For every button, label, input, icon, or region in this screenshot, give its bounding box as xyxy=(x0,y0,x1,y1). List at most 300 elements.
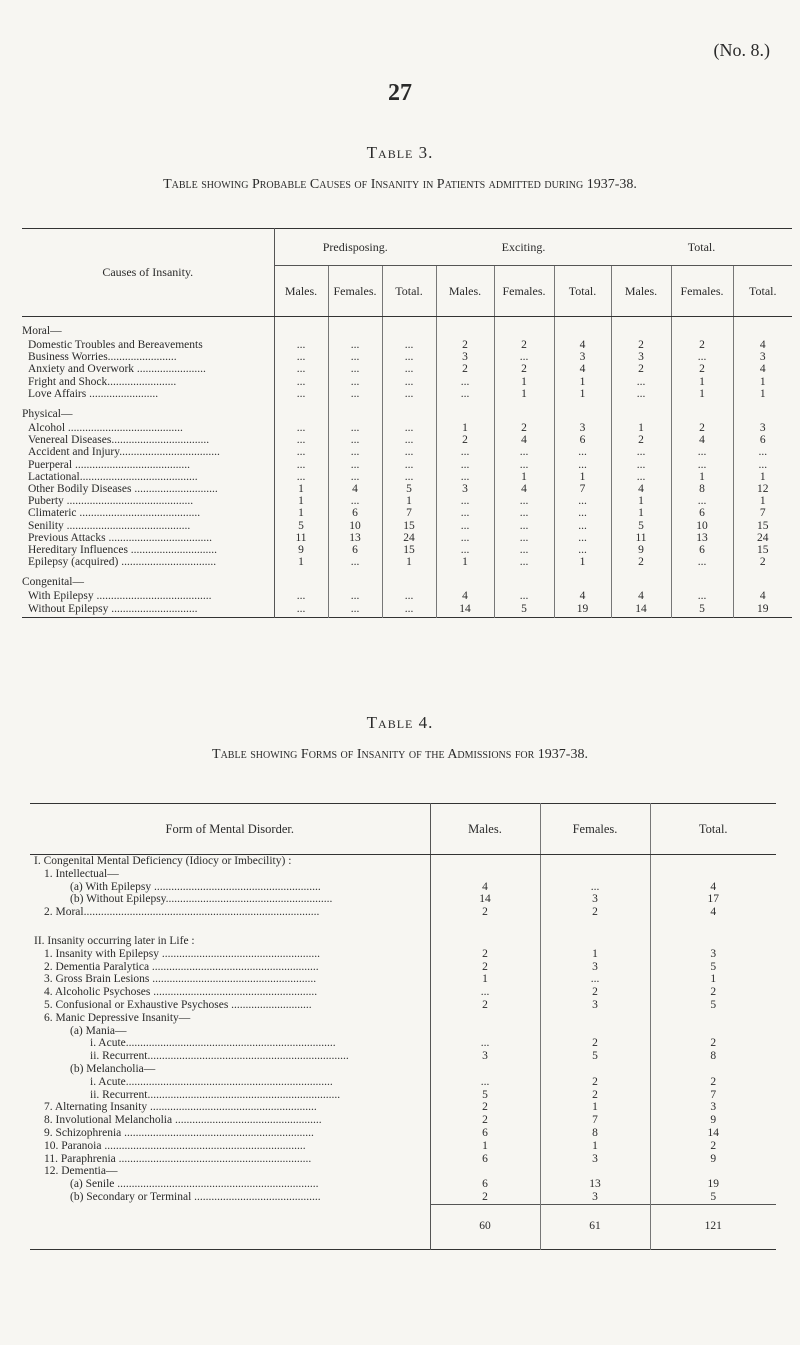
table4-row xyxy=(30,906,776,919)
table3-cell: ... xyxy=(382,339,436,351)
table3-cell: ... xyxy=(494,556,554,568)
table3-cell: 19 xyxy=(733,603,792,618)
table3-row xyxy=(22,422,792,434)
table3-cell: 1 xyxy=(554,388,611,400)
table4-row xyxy=(30,935,776,948)
table4-cell xyxy=(650,935,776,948)
table4-cell: 2 xyxy=(430,1101,540,1114)
table3-cell: 10 xyxy=(328,520,382,532)
table4-row-label xyxy=(30,919,430,935)
table4-cell: ... xyxy=(540,881,650,894)
table4-cell: ... xyxy=(540,973,650,986)
table3-row-label: Anxiety and Overwork ........................ xyxy=(22,363,274,375)
table3-cell: 2 xyxy=(494,339,554,351)
table3-cell: 5 xyxy=(494,603,554,618)
table4-cell: 1 xyxy=(650,973,776,986)
table3-cell: 19 xyxy=(554,603,611,618)
table3-cell: ... xyxy=(274,434,328,446)
table4-row-label: 7. Alternating Insanity .......................................................... xyxy=(30,1101,430,1114)
table3-cell: 14 xyxy=(436,603,494,618)
table3-cell: ... xyxy=(382,388,436,400)
table3-cell: 5 xyxy=(274,520,328,532)
table3-cell: ... xyxy=(494,507,554,519)
table4-cell: 1 xyxy=(540,1140,650,1153)
table4-cell: 3 xyxy=(430,1050,540,1063)
table3-cell: 6 xyxy=(671,507,733,519)
table3-cell: ... xyxy=(671,351,733,363)
table4-cell xyxy=(430,855,540,868)
table3-cell: 2 xyxy=(611,556,671,568)
table3-cell xyxy=(382,317,436,340)
table3-cell: ... xyxy=(436,376,494,388)
table4-cell: 19 xyxy=(650,1178,776,1191)
table3-cell: 24 xyxy=(382,532,436,544)
table3-row-label: Love Affairs ........................ xyxy=(22,388,274,400)
table3-cell: 1 xyxy=(671,471,733,483)
table4-row xyxy=(30,999,776,1012)
table3-cell: ... xyxy=(382,422,436,434)
table3-cell: 1 xyxy=(733,495,792,507)
table4-row xyxy=(30,1140,776,1153)
table4-row xyxy=(30,1165,776,1178)
table3-cell xyxy=(436,400,494,422)
table3-cell: 1 xyxy=(733,376,792,388)
table4-row-label: i. Acute........................................................................ xyxy=(30,1076,430,1089)
table3-cell: 7 xyxy=(733,507,792,519)
table3-causes-of-insanity xyxy=(22,228,792,618)
table3-subcol-header: Total. xyxy=(554,266,611,317)
table3-row xyxy=(22,507,792,519)
table3-cell: ... xyxy=(611,446,671,458)
table3-cell: 24 xyxy=(733,532,792,544)
table3-cell: 4 xyxy=(733,590,792,602)
table3-row xyxy=(22,351,792,363)
table3-cell: 6 xyxy=(733,434,792,446)
table3-cell: 3 xyxy=(436,483,494,495)
table4-row xyxy=(30,948,776,961)
table4-cell: 5 xyxy=(650,999,776,1012)
table3-cell: 9 xyxy=(611,544,671,556)
table4-form-header: Form of Mental Disorder. xyxy=(30,804,430,855)
table4-cell: 2 xyxy=(540,906,650,919)
table3-cell: ... xyxy=(733,446,792,458)
table4-row xyxy=(30,1037,776,1050)
table3-row-label: Puerperal ........................................ xyxy=(22,459,274,471)
table4-cell xyxy=(650,1063,776,1076)
table3-cell xyxy=(328,317,382,340)
table4-cell: 14 xyxy=(650,1127,776,1140)
table4-row-label: 6. Manic Depressive Insanity— xyxy=(30,1012,430,1025)
table3-cell: 1 xyxy=(494,376,554,388)
table3-cell: 1 xyxy=(494,388,554,400)
table3-cell: 15 xyxy=(382,520,436,532)
table3-cell: ... xyxy=(274,459,328,471)
table4-totals-label xyxy=(30,1204,430,1249)
table4-cell: 5 xyxy=(650,1191,776,1204)
table4-row-label: I. Congenital Mental Deficiency (Idiocy or Imbecility) : xyxy=(30,855,430,868)
table4-cell: 17 xyxy=(650,893,776,906)
table3-cell: 1 xyxy=(554,471,611,483)
table3-cell: 11 xyxy=(611,532,671,544)
table3-cell: ... xyxy=(554,507,611,519)
table4-cell: 3 xyxy=(540,1153,650,1166)
table4-cell xyxy=(430,1012,540,1025)
table4-cell: 2 xyxy=(430,948,540,961)
table4-cell: 2 xyxy=(430,999,540,1012)
table4-row-label: 12. Dementia— xyxy=(30,1165,430,1178)
table3-row xyxy=(22,556,792,568)
table3-cell: 1 xyxy=(382,556,436,568)
table4-cell: 2 xyxy=(430,906,540,919)
table4-cell xyxy=(430,1025,540,1038)
table4-cell: 2 xyxy=(650,1037,776,1050)
table3-cell: ... xyxy=(436,471,494,483)
table3-cell xyxy=(436,317,494,340)
document-number: (No. 8.) xyxy=(713,40,770,60)
table4-cell: 8 xyxy=(540,1127,650,1140)
table3-cell: 2 xyxy=(611,363,671,375)
table3-cell xyxy=(274,400,328,422)
table3-cell xyxy=(733,317,792,340)
table3-subcol-header: Total. xyxy=(733,266,792,317)
table3-row-label: Physical— xyxy=(22,400,274,422)
table4-row-label: 8. Involutional Melancholia ................................................... xyxy=(30,1114,430,1127)
table3-cell: 4 xyxy=(554,363,611,375)
table3-cell xyxy=(554,568,611,590)
page-number: 27 xyxy=(388,80,412,106)
table3-cell: 2 xyxy=(494,363,554,375)
table3-cell: ... xyxy=(328,388,382,400)
table3-row-label: Puberty ............................................ xyxy=(22,495,274,507)
table3-cell: 1 xyxy=(274,495,328,507)
table3-cell: 5 xyxy=(382,483,436,495)
table4-cell xyxy=(650,1165,776,1178)
table3-row-label: With Epilepsy ........................................ xyxy=(22,590,274,602)
table3-cell: ... xyxy=(494,495,554,507)
table3-cell: 1 xyxy=(611,422,671,434)
table3-cell: ... xyxy=(274,590,328,602)
table4-row-label: ii. Recurrent................................................................... xyxy=(30,1089,430,1102)
table3-cell: 4 xyxy=(611,483,671,495)
table3-cell: ... xyxy=(554,520,611,532)
table3-cell: 2 xyxy=(436,339,494,351)
table3-subcol-header: Females. xyxy=(328,266,382,317)
table3-cell: 1 xyxy=(611,495,671,507)
table4-cell: 2 xyxy=(650,1076,776,1089)
table4-row xyxy=(30,1012,776,1025)
table4-cell xyxy=(650,1025,776,1038)
table3-cell: ... xyxy=(611,388,671,400)
table3-cell: 4 xyxy=(494,483,554,495)
table3-cell: 2 xyxy=(436,363,494,375)
table4-cell: 2 xyxy=(540,986,650,999)
table4-cell: ... xyxy=(430,1076,540,1089)
table4-cell xyxy=(430,1165,540,1178)
table3-subcol-header: Females. xyxy=(671,266,733,317)
table4-cell: 14 xyxy=(430,893,540,906)
table3-cell: 1 xyxy=(554,376,611,388)
table3-group-header: Total. xyxy=(687,239,716,254)
table4-subtitle xyxy=(0,747,800,763)
table3-cell: ... xyxy=(494,590,554,602)
table4-row xyxy=(30,1101,776,1114)
table3-cell: 6 xyxy=(554,434,611,446)
table4-row-label: 3. Gross Brain Lesions ......................................................... xyxy=(30,973,430,986)
table4-cell: ... xyxy=(430,986,540,999)
table3-cell: 4 xyxy=(611,590,671,602)
table3-cell: ... xyxy=(328,603,382,618)
table3-cell: ... xyxy=(382,446,436,458)
table3-cell: 11 xyxy=(274,532,328,544)
table3-cell: 2 xyxy=(733,556,792,568)
table3-cell: ... xyxy=(554,446,611,458)
table4-row-label: 1. Insanity with Epilepsy ....................................................... xyxy=(30,948,430,961)
table3-cell: ... xyxy=(328,495,382,507)
table3-row-label: Previous Attacks .................................... xyxy=(22,532,274,544)
table3-cell: 1 xyxy=(494,471,554,483)
table4-cell xyxy=(650,919,776,935)
table3-cell: ... xyxy=(382,376,436,388)
table4-row xyxy=(30,1025,776,1038)
table3-cell: 3 xyxy=(436,351,494,363)
table4-cell: 1 xyxy=(430,973,540,986)
table3-cell: ... xyxy=(554,495,611,507)
table3-cell: ... xyxy=(274,388,328,400)
table3-cell: ... xyxy=(436,532,494,544)
table3-cell xyxy=(671,317,733,340)
table3-cell: 2 xyxy=(436,434,494,446)
table4-cell xyxy=(540,1025,650,1038)
table3-cell xyxy=(328,400,382,422)
table3-cell: 1 xyxy=(671,376,733,388)
table3-row xyxy=(22,446,792,458)
table4-cell: 13 xyxy=(540,1178,650,1191)
table3-row xyxy=(22,532,792,544)
table4-row-label: (a) With Epilepsy .......................................................... xyxy=(30,881,430,894)
table3-cell: 2 xyxy=(671,339,733,351)
table4-row xyxy=(30,893,776,906)
table3-cell: 5 xyxy=(671,603,733,618)
table3-cell: 7 xyxy=(382,507,436,519)
table3-subtitle-text: Table showing Probable Causes of Insanity in Patients admitted during 1937-38. xyxy=(163,177,637,192)
table4-row-label: 10. Paranoia ...................................................................... xyxy=(30,1140,430,1153)
table3-cell: ... xyxy=(436,459,494,471)
table3-cell xyxy=(554,317,611,340)
table3-cell: ... xyxy=(494,351,554,363)
table3-cell: 12 xyxy=(733,483,792,495)
table3-cell: ... xyxy=(274,446,328,458)
table3-row-label: Epilepsy (acquired) ................................. xyxy=(22,556,274,568)
table3-cell: ... xyxy=(436,446,494,458)
table3-cell xyxy=(671,568,733,590)
table4-cell: 2 xyxy=(540,1089,650,1102)
table4-cell: 3 xyxy=(650,1101,776,1114)
table3-cell xyxy=(274,568,328,590)
table3-cell: ... xyxy=(382,471,436,483)
table3-row xyxy=(22,603,792,618)
table3-cell xyxy=(611,568,671,590)
table4-col-header: Total. xyxy=(650,804,776,855)
table4-row xyxy=(30,1114,776,1127)
table4-row-label: II. Insanity occurring later in Life : xyxy=(30,935,430,948)
table3-cell: ... xyxy=(611,471,671,483)
table3-cell xyxy=(554,400,611,422)
table4-cell: 2 xyxy=(430,961,540,974)
table3-cell xyxy=(494,400,554,422)
table3-cell: ... xyxy=(494,544,554,556)
table4-total-cell: 121 xyxy=(650,1204,776,1249)
table3-cell: ... xyxy=(494,520,554,532)
table4-totals-row xyxy=(30,1204,776,1249)
table3-cell: ... xyxy=(328,471,382,483)
table4-row-label: (a) Senile ...................................................................... xyxy=(30,1178,430,1191)
table4-cell: 4 xyxy=(650,906,776,919)
table3-cell: 1 xyxy=(274,507,328,519)
table3-cell: ... xyxy=(274,351,328,363)
table3-cell: 1 xyxy=(274,483,328,495)
table4-cell: 1 xyxy=(540,1101,650,1114)
table4-cell: 2 xyxy=(650,986,776,999)
table4-row xyxy=(30,1089,776,1102)
table4-row-label: 5. Confusional or Exhaustive Psychoses ............................ xyxy=(30,999,430,1012)
table3-cell: ... xyxy=(382,363,436,375)
table4-cell: 5 xyxy=(430,1089,540,1102)
table4-row xyxy=(30,881,776,894)
table3-cell: 13 xyxy=(328,532,382,544)
table3-row-label: Climateric .......................................... xyxy=(22,507,274,519)
table4-cell: 7 xyxy=(540,1114,650,1127)
table4-cell: 3 xyxy=(540,961,650,974)
table3-cell xyxy=(733,568,792,590)
table3-cell: 2 xyxy=(494,422,554,434)
table3-row xyxy=(22,376,792,388)
table3-cell: 3 xyxy=(733,351,792,363)
table4-row xyxy=(30,1127,776,1140)
table3-title: Table 3. xyxy=(366,143,434,162)
table3-cell xyxy=(382,568,436,590)
table3-cell: 4 xyxy=(328,483,382,495)
table3-cell: ... xyxy=(328,590,382,602)
table4-cell xyxy=(430,935,540,948)
table3-subcol-header: Males. xyxy=(611,266,671,317)
table3-group-row xyxy=(22,317,792,340)
table3-row xyxy=(22,544,792,556)
table4-cell xyxy=(540,935,650,948)
table3-cell: ... xyxy=(328,339,382,351)
table3-cell: 6 xyxy=(328,507,382,519)
table3-cell: 15 xyxy=(733,544,792,556)
table3-cell: ... xyxy=(554,532,611,544)
table3-cell: ... xyxy=(328,459,382,471)
table3-cell: ... xyxy=(494,459,554,471)
table4-col-header: Females. xyxy=(540,804,650,855)
table3-row xyxy=(22,339,792,351)
table3-cell: 6 xyxy=(671,544,733,556)
table3-cell: 4 xyxy=(733,363,792,375)
table3-cell xyxy=(436,568,494,590)
table3-row xyxy=(22,483,792,495)
table3-subcol-header: Males. xyxy=(436,266,494,317)
table3-row-label: Hereditary Influences .............................. xyxy=(22,544,274,556)
table4-row-label: (b) Without Epilepsy.......................................................... xyxy=(30,893,430,906)
table3-row xyxy=(22,434,792,446)
table3-cell: ... xyxy=(436,388,494,400)
table3-row-label: Alcohol ........................................ xyxy=(22,422,274,434)
table4-row xyxy=(30,1076,776,1089)
table4-cell xyxy=(540,868,650,881)
table4-cell: 6 xyxy=(430,1127,540,1140)
table4-row-label: 9. Schizophrenia .................................................................. xyxy=(30,1127,430,1140)
table3-cell: ... xyxy=(554,459,611,471)
table3-cell: 1 xyxy=(436,422,494,434)
table3-cell: 4 xyxy=(671,434,733,446)
table3-cell: 3 xyxy=(733,422,792,434)
table4-cell: 6 xyxy=(430,1153,540,1166)
table3-row-label: Other Bodily Diseases ............................. xyxy=(22,483,274,495)
table4-row-label: 4. Alcoholic Psychoses ......................................................... xyxy=(30,986,430,999)
table3-cell xyxy=(611,317,671,340)
table4-forms-of-insanity xyxy=(30,803,776,1250)
table3-row xyxy=(22,495,792,507)
table4-row xyxy=(30,1050,776,1063)
table4-col-header: Males. xyxy=(430,804,540,855)
table4-cell xyxy=(430,919,540,935)
table3-cell: ... xyxy=(328,363,382,375)
table3-cell: 4 xyxy=(494,434,554,446)
table3-group-header: Exciting. xyxy=(501,239,546,254)
table4-row-label: (a) Mania— xyxy=(30,1025,430,1038)
table3-row-label: Accident and Injury................................... xyxy=(22,446,274,458)
table3-cell: 1 xyxy=(274,556,328,568)
table4-row-label: 2. Dementia Paralytica .......................................................... xyxy=(30,961,430,974)
table3-cell: ... xyxy=(494,446,554,458)
table3-cell: 9 xyxy=(274,544,328,556)
table4-row xyxy=(30,868,776,881)
table3-subcol-header: Females. xyxy=(494,266,554,317)
table4-row-label: 11. Paraphrenia ................................................................... xyxy=(30,1153,430,1166)
table3-cell xyxy=(671,400,733,422)
table3-cell: 15 xyxy=(733,520,792,532)
table4-cell: 1 xyxy=(430,1140,540,1153)
table4-cell: 7 xyxy=(650,1089,776,1102)
table3-row-label: Fright and Shock........................ xyxy=(22,376,274,388)
table4-total-cell: 60 xyxy=(430,1204,540,1249)
table3-row xyxy=(22,520,792,532)
table3-cell: ... xyxy=(382,603,436,618)
table4-cell: 5 xyxy=(540,1050,650,1063)
table4-row-label: (b) Secondary or Terminal ............................................ xyxy=(30,1191,430,1204)
table3-cell: ... xyxy=(611,376,671,388)
table3-cell: ... xyxy=(382,434,436,446)
table4-cell: 5 xyxy=(650,961,776,974)
table3-row-label: Congenital— xyxy=(22,568,274,590)
table3-cell: ... xyxy=(274,376,328,388)
table3-subcol-header: Total. xyxy=(382,266,436,317)
table4-row-label: (b) Melancholia— xyxy=(30,1063,430,1076)
table3-cell: ... xyxy=(382,459,436,471)
table3-subtitle xyxy=(0,177,800,193)
table3-cell: ... xyxy=(328,556,382,568)
table4-cell: 1 xyxy=(540,948,650,961)
table3-cell: ... xyxy=(436,495,494,507)
table4-subtitle-text: Table showing Forms of Insanity of the Admissions for 1937-38. xyxy=(212,747,588,762)
table4-cell: 6 xyxy=(430,1178,540,1191)
table4-cell: 3 xyxy=(540,999,650,1012)
table3-group-row xyxy=(22,568,792,590)
table3-cell: 4 xyxy=(554,339,611,351)
table3-cell: 13 xyxy=(671,532,733,544)
table4-cell xyxy=(650,855,776,868)
